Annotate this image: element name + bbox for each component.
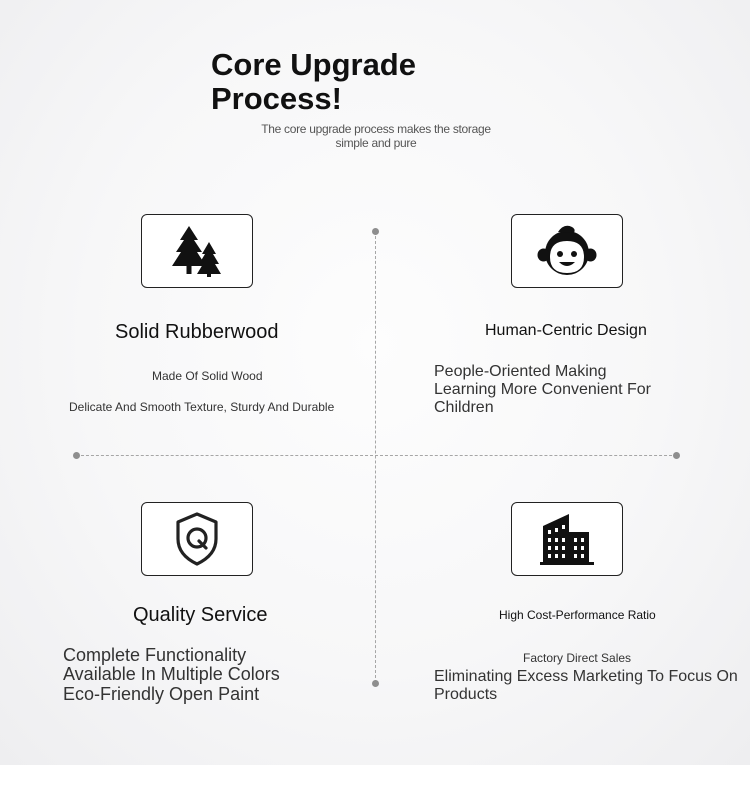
- human-line-3: Children: [434, 399, 494, 416]
- factory-building-icon: [539, 512, 595, 566]
- cost-line-1: Factory Direct Sales: [523, 651, 632, 665]
- subtitle-line-1: The core upgrade process makes the storage: [261, 122, 491, 136]
- rubberwood-title: Solid Rubberwood: [115, 321, 279, 343]
- rubberwood-icon-box: [141, 214, 253, 288]
- divider-dot-top: [372, 228, 379, 235]
- human-line-2: Learning More Convenient For: [434, 381, 652, 398]
- human-line-1: People-Oriented Making: [434, 363, 607, 380]
- rubberwood-line-1: Made Of Solid Wood: [152, 369, 263, 383]
- title-line-2: Process!: [211, 81, 342, 116]
- pine-trees-icon: [169, 224, 225, 278]
- quality-line-2: Available In Multiple Colors: [63, 664, 280, 684]
- human-title: Human-Centric Design: [485, 322, 647, 339]
- cost-title: High Cost-Performance Ratio: [499, 608, 656, 622]
- quality-line-1: Complete Functionality: [63, 645, 247, 665]
- divider-dot-right: [673, 452, 680, 459]
- cost-line-3: Products: [434, 686, 498, 703]
- divider-dot-bottom: [372, 680, 379, 687]
- divider-dot-left: [73, 452, 80, 459]
- quality-title: Quality Service: [133, 604, 268, 626]
- quality-shield-icon: [174, 511, 220, 567]
- cost-line-2: Eliminating Excess Marketing To Focus On: [434, 668, 738, 685]
- vertical-divider: [375, 231, 376, 683]
- baby-face-icon: [536, 223, 598, 279]
- page-title: [211, 48, 471, 116]
- title-line-1: Core Upgrade: [211, 47, 416, 82]
- page-subtitle: [250, 122, 502, 150]
- subtitle-line-2: simple and pure: [335, 136, 417, 150]
- horizontal-divider: [76, 455, 677, 456]
- human-icon-box: [511, 214, 623, 288]
- cost-icon-box: [511, 502, 623, 576]
- quality-line-3: Eco-Friendly Open Paint: [63, 684, 260, 704]
- quality-icon-box: [141, 502, 253, 576]
- rubberwood-line-2: Delicate And Smooth Texture, Sturdy And Durable: [69, 400, 335, 414]
